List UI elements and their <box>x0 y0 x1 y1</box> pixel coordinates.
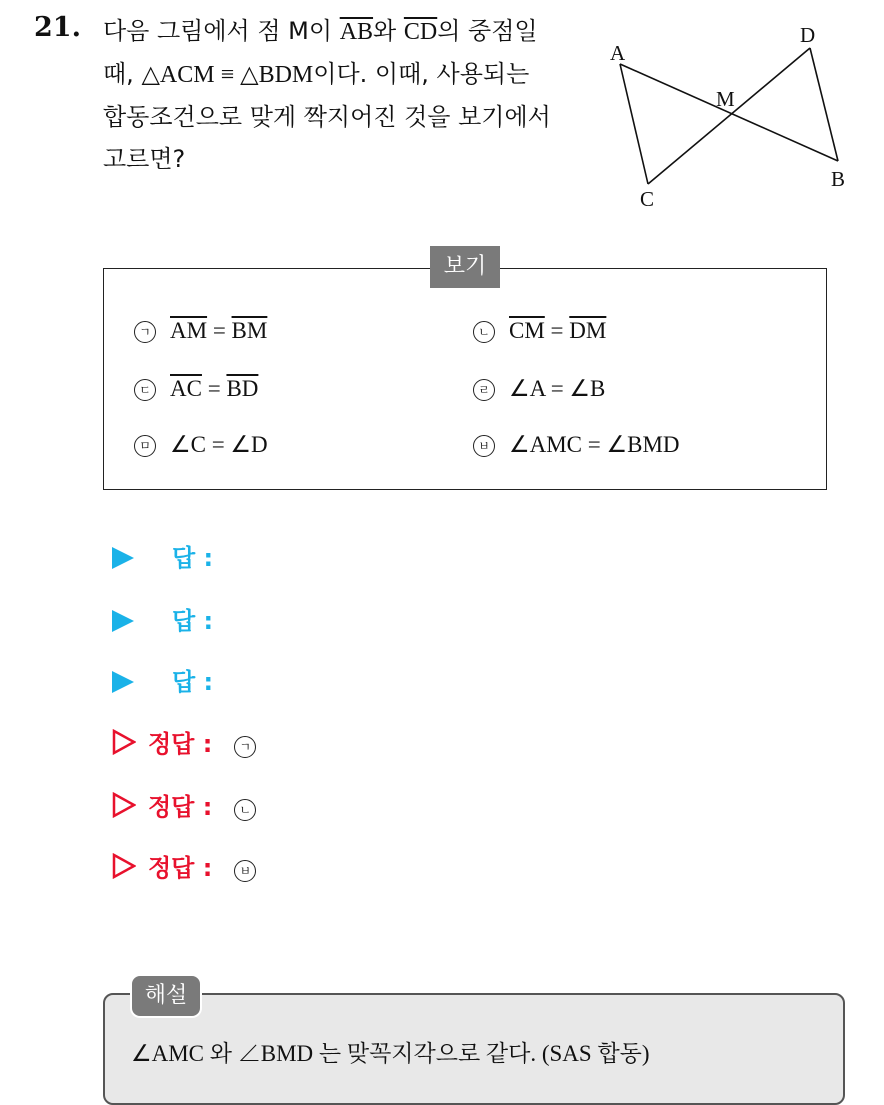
blue-triangle-icon <box>112 610 134 632</box>
option-mark: ㅁ <box>134 435 156 457</box>
answer-blank-2: 답 : <box>112 601 213 636</box>
option-digeut: ㄷ $\overline{AC} = \overline{BD}$ <box>134 376 258 402</box>
solution-text: ∠AMC 와 ∠BMD 는 맞꼭지각으로 같다. (SAS 합동) <box>131 1041 650 1066</box>
option-mark: ㅂ <box>473 435 495 457</box>
option-mark: ㄹ <box>473 379 495 401</box>
point-d-label: D <box>800 23 816 47</box>
question-line-2: 때, △ACM ≡ △BDM이다. 이때, 사용되는 <box>103 60 530 88</box>
segment-cd-line <box>648 48 810 184</box>
point-c-label: C <box>640 187 655 211</box>
option-mieum: ㅁ ∠C = ∠D <box>134 432 268 458</box>
option-mark: ㄱ <box>134 321 156 343</box>
blue-triangle-icon <box>112 547 134 569</box>
option-giyeok: ㄱ $\overline{AM} = \overline{BM}$ <box>134 318 267 344</box>
option-mark: ㄷ <box>134 379 156 401</box>
point-b-label: B <box>831 167 846 191</box>
bogi-title: 보기 <box>430 246 500 288</box>
congruence-statement: △ACM ≡ △BDM <box>141 62 314 88</box>
blue-triangle-icon <box>112 671 134 693</box>
segment-cd: $\overline{CD}$ <box>403 19 438 45</box>
answer-mark: ㄱ <box>234 736 256 758</box>
solution-box <box>103 993 845 1105</box>
segment-ab-line <box>620 64 838 161</box>
question-number: 21. <box>34 12 81 43</box>
segment-bd-line <box>810 48 838 161</box>
segment-ab: $\overline{AB}$ <box>339 19 374 45</box>
segment-ac-line <box>620 64 648 184</box>
bowtie-figure <box>600 20 870 220</box>
solution-title: 해설 <box>130 974 202 1018</box>
option-mark: ㄴ <box>473 321 495 343</box>
red-outline-triangle-icon <box>112 729 136 755</box>
option-bieup: ㅂ ∠AMC = ∠BMD <box>473 432 680 458</box>
correct-answer-2: 정답 : ㄴ <box>112 787 256 822</box>
correct-answer-3: 정답 : ㅂ <box>112 848 256 883</box>
question-line-3: 합동조건으로 맞게 짝지어진 것을 보기에서 <box>103 103 551 131</box>
answer-blank-3: 답 : <box>112 662 213 697</box>
option-rieul: ㄹ ∠A = ∠B <box>473 376 605 402</box>
answer-mark: ㄴ <box>234 799 256 821</box>
red-outline-triangle-icon <box>112 792 136 818</box>
point-m-label: M <box>716 87 735 111</box>
correct-answer-1: 정답 : ㄱ <box>112 724 256 759</box>
question-line-4: 고르면? <box>103 145 186 173</box>
question-text <box>103 10 593 180</box>
answer-mark: ㅂ <box>234 860 256 882</box>
answer-blank-1: 답 : <box>112 538 213 573</box>
red-outline-triangle-icon <box>112 853 136 879</box>
option-nieun: ㄴ $\overline{CM} = \overline{DM}$ <box>473 318 606 344</box>
point-a-label: A <box>610 41 626 65</box>
question-line-1: 다음 그림에서 점 M이 $\overline{AB}$와 $\overline{CD}$의 중점일 <box>103 17 538 45</box>
